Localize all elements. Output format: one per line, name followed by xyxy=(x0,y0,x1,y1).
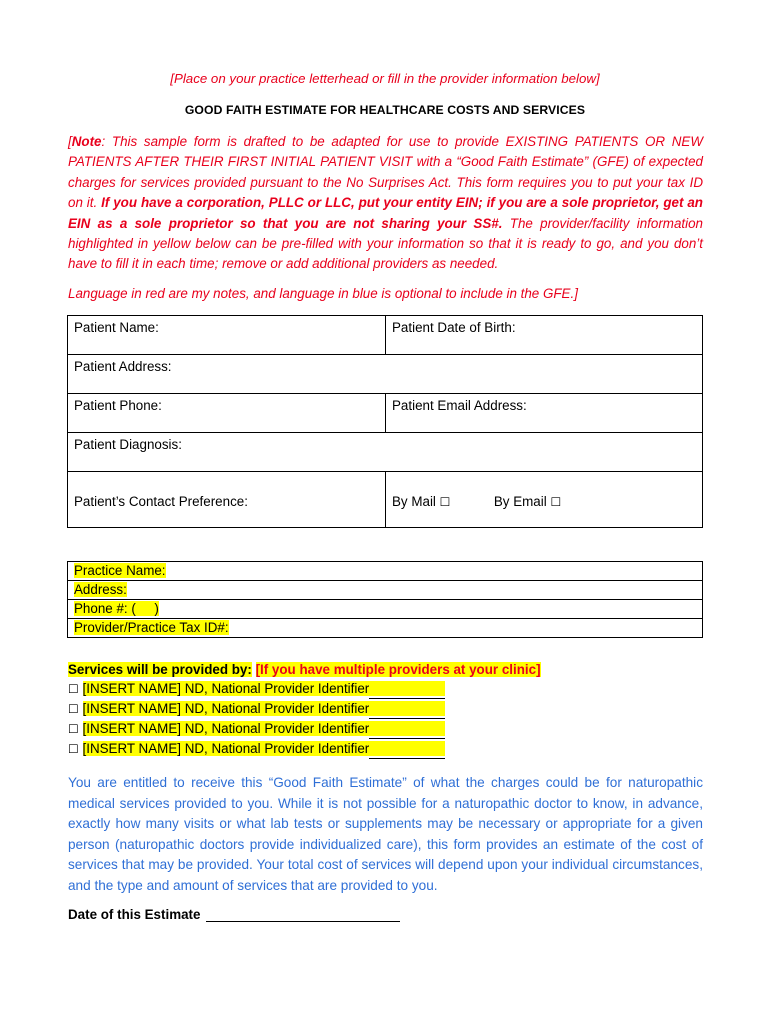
practice-tax-id-label: Provider/Practice Tax ID#: xyxy=(74,620,229,635)
patient-email-field[interactable] xyxy=(386,394,703,433)
patient-phone-field[interactable] xyxy=(68,394,386,433)
practice-phone-close: ) xyxy=(154,601,159,616)
npi-blank[interactable] xyxy=(369,685,445,699)
patient-name-field[interactable] xyxy=(68,316,386,355)
note-text-part2: The provider/facility information highlighted in yellow below can be pre-filled with your information so that it is ready to go, and you don’t have to fill it in each time; remove or add additional providers as needed. xyxy=(68,215,703,272)
estimate-date-blank[interactable] xyxy=(206,907,400,922)
note-text-part1: : This sample form is drafted to be adapted for use to provide EXISTING PATIENTS OR NEW PATIENTS AFTER THEIR FIRST INITIAL PATIENT VISIT with a “Good Faith Estimate” (GFE) of expected charges for services provided pursuant to the No Surprises Act. This form requires you to put your tax ID on it. xyxy=(68,134,703,211)
patient-info-table xyxy=(67,315,703,528)
contact-preference-options xyxy=(386,472,703,528)
provider-checkbox-3[interactable]: ☐ xyxy=(68,722,79,736)
by-mail-option[interactable] xyxy=(392,494,450,509)
practice-tax-id-field[interactable] xyxy=(68,619,703,638)
provider-checkbox-1[interactable]: ☐ xyxy=(68,682,79,696)
practice-address-field[interactable] xyxy=(68,581,703,600)
npi-blank[interactable] xyxy=(369,745,445,759)
by-email-option[interactable] xyxy=(494,494,561,509)
patient-dob-field[interactable] xyxy=(386,316,703,355)
note-label: Note xyxy=(71,134,102,149)
patient-name-label: Patient Name: xyxy=(74,320,159,335)
services-heading: Services will be provided by: xyxy=(68,662,252,677)
provider-row[interactable] xyxy=(68,699,541,719)
page-title: GOOD FAITH ESTIMATE FOR HEALTHCARE COSTS AND SERVICES xyxy=(184,103,586,117)
letterhead-note: [Place on your practice letterhead or fill in the provider information below] xyxy=(170,71,600,86)
practice-address-label: Address: xyxy=(74,582,127,597)
provider-label-1: [INSERT NAME] ND, National Provider Identifier xyxy=(82,681,370,696)
practice-name-label: Practice Name: xyxy=(74,563,166,578)
practice-name-field[interactable] xyxy=(68,562,703,581)
by-email-label: By Email xyxy=(493,494,547,509)
practice-phone-field[interactable] xyxy=(68,600,703,619)
estimate-date-label: Date of this Estimate xyxy=(68,907,201,922)
by-mail-label: By Mail xyxy=(392,494,436,509)
patient-dob-label: Patient Date of Birth: xyxy=(392,320,516,335)
provider-checkbox-4[interactable]: ☐ xyxy=(68,742,79,756)
gfe-disclosure-text: You are entitled to receive this “Good Faith Estimate” of what the charges could be for naturopathic medical services provided to you. While it is not possible for a naturopathic doctor to know, in advance, exactly how many visits or what lab tests or supplements may be necessary or appropriate for a given person (naturopathic doctors provide individualized care), this form provides an estimate of the cost of services that may be provided. Your total cost of services will depend upon your individual circumstances, and the type and amount of services that are provided to you. xyxy=(68,775,703,893)
provider-row[interactable] xyxy=(68,679,541,699)
patient-address-label: Patient Address: xyxy=(74,359,172,374)
npi-blank[interactable] xyxy=(369,725,445,739)
contact-preference-cell xyxy=(68,472,386,528)
provider-checkbox-2[interactable]: ☐ xyxy=(68,702,79,716)
color-legend-note: Language in red are my notes, and language in blue is optional to include in the GFE.] xyxy=(68,286,578,301)
estimate-date-line xyxy=(68,907,400,922)
by-email-checkbox[interactable]: ☐ xyxy=(550,495,562,509)
contact-preference-label: Patient’s Contact Preference: xyxy=(74,494,248,509)
provider-row[interactable] xyxy=(68,719,541,739)
patient-diagnosis-label: Patient Diagnosis: xyxy=(74,437,182,452)
by-mail-checkbox[interactable]: ☐ xyxy=(439,495,451,509)
patient-address-field[interactable] xyxy=(68,355,703,394)
patient-email-label: Patient Email Address: xyxy=(392,398,527,413)
provider-label-3: [INSERT NAME] ND, National Provider Identifier xyxy=(82,721,370,736)
practice-info-table xyxy=(67,561,703,638)
instruction-note xyxy=(68,132,703,275)
patient-diagnosis-field[interactable] xyxy=(68,433,703,472)
npi-blank[interactable] xyxy=(369,705,445,719)
note-text-bold: If you have a corporation, PLLC or LLC, put your entity EIN; if you are a sole proprietor, get an EIN as a sole proprietor so that you are not sharing your SS#. xyxy=(68,195,703,231)
services-heading-note: [If you have multiple providers at your clinic] xyxy=(255,662,541,677)
practice-phone-label: Phone #: ( xyxy=(74,601,136,616)
note-open-bracket: [ xyxy=(68,134,72,149)
services-section xyxy=(68,660,541,759)
provider-label-2: [INSERT NAME] ND, National Provider Identifier xyxy=(82,701,370,716)
patient-phone-label: Patient Phone: xyxy=(74,398,162,413)
provider-row[interactable] xyxy=(68,739,541,759)
provider-label-4: [INSERT NAME] ND, National Provider Identifier xyxy=(82,741,370,756)
